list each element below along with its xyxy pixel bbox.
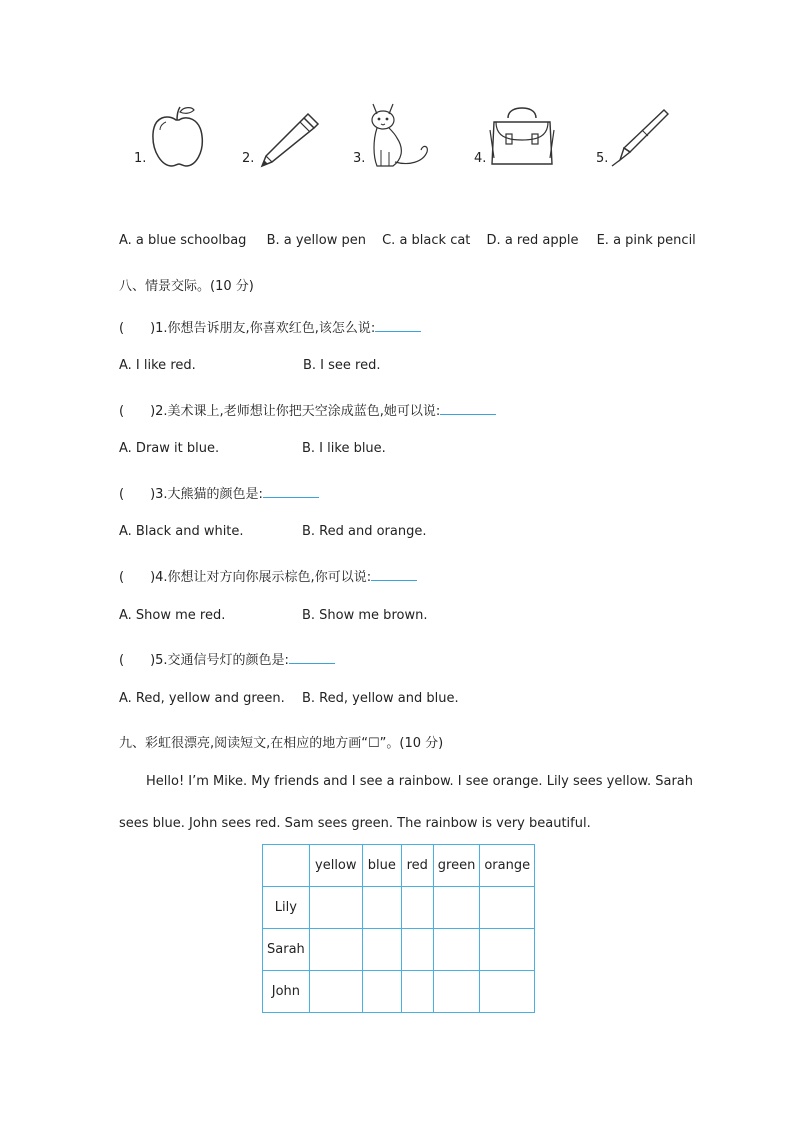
- question-3-option-b: B. Red and orange.: [302, 524, 427, 539]
- picture-options: [119, 233, 696, 248]
- table-header-green: green: [433, 845, 480, 887]
- answer-blank: [440, 402, 496, 415]
- pencil-icon: [254, 100, 324, 172]
- answer-cell[interactable]: [480, 887, 535, 929]
- question-3-option-a: A. Black and white.: [119, 524, 244, 539]
- apple-icon: [146, 100, 208, 172]
- table-header-orange: orange: [480, 845, 535, 887]
- reading-paragraph-line-1: Hello! I’m Mike. My friends and I see a rainbow. I see orange. Lily sees yellow. Sarah: [146, 774, 694, 789]
- answer-cell[interactable]: [362, 929, 401, 971]
- question-text: 4.你想让对方向你展示棕色,你可以说:: [155, 570, 372, 585]
- question-4: [119, 566, 417, 585]
- picture-item-5: [596, 100, 686, 172]
- answer-paren-close: ): [150, 321, 156, 336]
- question-4-option-b: B. Show me brown.: [302, 608, 428, 623]
- question-1-option-b: B. I see red.: [303, 358, 381, 373]
- row-label: John: [263, 971, 310, 1013]
- picture-number: 4.: [474, 151, 487, 166]
- answer-cell[interactable]: [480, 971, 535, 1013]
- answer-cell[interactable]: [401, 971, 433, 1013]
- table-corner-cell: [263, 845, 310, 887]
- option-a: A. a blue schoolbag: [119, 233, 247, 248]
- answer-blank: [371, 568, 417, 581]
- answer-cell[interactable]: [433, 971, 480, 1013]
- answer-blank: [375, 319, 421, 332]
- question-2-option-b: B. I like blue.: [302, 441, 386, 456]
- option-c: C. a black cat: [382, 233, 471, 248]
- picture-number: 1.: [134, 151, 147, 166]
- answer-cell[interactable]: [480, 929, 535, 971]
- answer-paren-open: (: [119, 570, 125, 585]
- question-2: [119, 400, 496, 419]
- table-header-row: [263, 845, 535, 887]
- option-b: B. a yellow pen: [266, 233, 366, 248]
- picture-number: 3.: [353, 151, 366, 166]
- picture-item-1: [134, 100, 214, 172]
- answer-cell[interactable]: [309, 971, 362, 1013]
- answer-cell[interactable]: [401, 887, 433, 929]
- section-9-title: 九、彩虹很漂亮,阅读短文,在相应的地方画“☐”。(10 分): [119, 736, 444, 751]
- answer-paren-open: (: [119, 321, 125, 336]
- answer-paren-close: ): [150, 653, 156, 668]
- answer-paren-close: ): [150, 404, 156, 419]
- section-8-title: 八、情景交际。(10 分): [119, 279, 254, 294]
- question-1-option-a: A. I like red.: [119, 358, 196, 373]
- question-text: 1.你想告诉朋友,你喜欢红色,该怎么说:: [155, 321, 376, 336]
- schoolbag-icon: [486, 100, 558, 172]
- option-d: D. a red apple: [486, 233, 579, 248]
- picture-item-4: [474, 100, 564, 172]
- question-text: 2.美术课上,老师想让你把天空涂成蓝色,她可以说:: [155, 404, 441, 419]
- answer-paren-open: (: [119, 487, 125, 502]
- cat-icon: [365, 100, 437, 172]
- question-4-option-a: A. Show me red.: [119, 608, 226, 623]
- question-text: 3.大熊猫的颜色是:: [155, 487, 263, 502]
- answer-cell[interactable]: [309, 887, 362, 929]
- answer-cell[interactable]: [433, 929, 480, 971]
- question-5-option-a: A. Red, yellow and green.: [119, 691, 285, 706]
- question-5-option-b: B. Red, yellow and blue.: [302, 691, 459, 706]
- answer-paren-open: (: [119, 404, 125, 419]
- row-label: Sarah: [263, 929, 310, 971]
- table-header-blue: blue: [362, 845, 401, 887]
- question-text: 5.交通信号灯的颜色是:: [155, 653, 289, 668]
- picture-number: 2.: [242, 151, 255, 166]
- table-header-red: red: [401, 845, 433, 887]
- answer-cell[interactable]: [362, 887, 401, 929]
- question-5: [119, 649, 335, 668]
- option-e: E. a pink pencil: [596, 233, 696, 248]
- question-3: [119, 483, 319, 502]
- reading-paragraph-line-2: sees blue. John sees red. Sam sees green. The rainbow is very beautiful.: [119, 816, 591, 831]
- picture-item-2: [242, 100, 332, 172]
- answer-blank: [289, 651, 335, 664]
- table-header-yellow: yellow: [309, 845, 362, 887]
- pen-icon: [608, 100, 670, 172]
- answer-paren-open: (: [119, 653, 125, 668]
- answer-cell[interactable]: [309, 929, 362, 971]
- answer-cell[interactable]: [362, 971, 401, 1013]
- answer-cell[interactable]: [401, 929, 433, 971]
- answer-paren-close: ): [150, 570, 156, 585]
- picture-number: 5.: [596, 151, 609, 166]
- color-table: [262, 844, 535, 1013]
- table-row: [263, 971, 535, 1013]
- picture-item-3: [353, 100, 443, 172]
- table-row: [263, 887, 535, 929]
- answer-cell[interactable]: [433, 887, 480, 929]
- answer-blank: [263, 485, 319, 498]
- question-1: [119, 317, 421, 336]
- answer-paren-close: ): [150, 487, 156, 502]
- question-2-option-a: A. Draw it blue.: [119, 441, 220, 456]
- table-row: [263, 929, 535, 971]
- row-label: Lily: [263, 887, 310, 929]
